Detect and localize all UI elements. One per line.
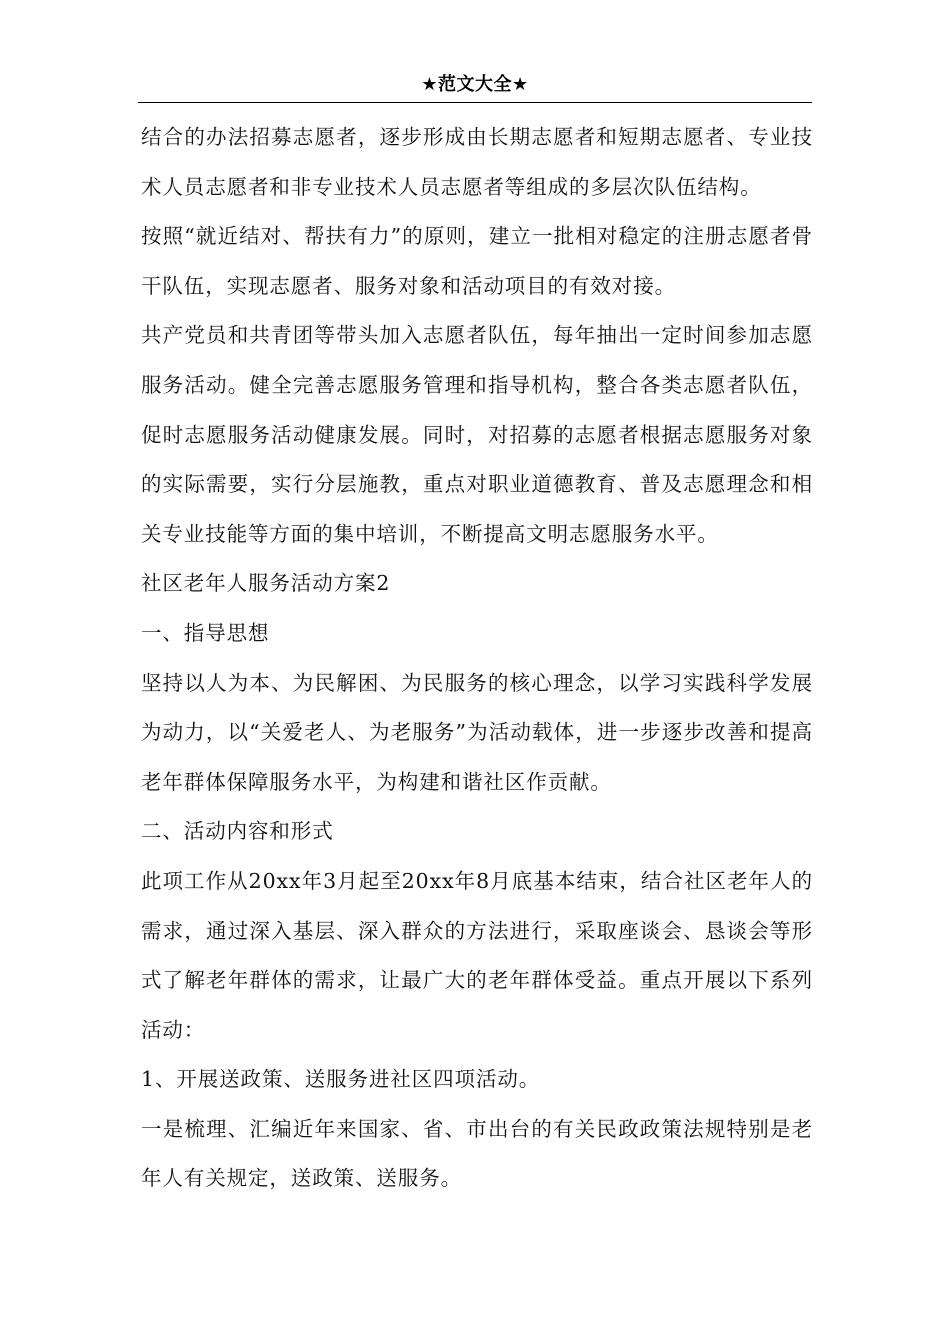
paragraph-party-members: 共产党员和共青团等带头加入志愿者队伍，每年抽出一定时间参加志愿服务活动。健全完善志愿服务管理和指导机构，整合各类志愿者队伍，促时志愿服务活动健康发展。同时，对招募的志愿者根据志愿服务对象的实际需要，实行分层施教，重点对职业道德教育、普及志愿理念和相关专业技能等方面的集中培训，不断提高文明志愿服务水平。 (141, 323, 813, 546)
section-title-plan-2: 社区老年人服务活动方案2 (141, 571, 391, 596)
list-item-1: 1、开展送政策、送服务进社区四项活动。 (141, 1067, 541, 1092)
paragraph-guiding-ideology: 坚持以人为本、为民解困、为民服务的核心理念，以学习实践科学发展为动力，以“关爱老人、为老服务”为活动载体，进一步逐步改善和提高老年群体保障服务水平，为构建和谐社区作贡献。 (141, 670, 813, 794)
header-title: ★范文大全★ (421, 74, 529, 95)
heading-activity-content: 二、活动内容和形式 (141, 819, 334, 844)
document-body (141, 113, 813, 1204)
heading-guiding-ideology: 一、指导思想 (141, 620, 270, 645)
paragraph-first-item: 一是梳理、汇编近年来国家、省、市出台的有关民政政策法规特别是老年人有关规定，送政策、送服务。 (141, 1116, 813, 1191)
paragraph-pairing-principle: 按照“就近结对、帮扶有力”的原则，建立一批相对稳定的注册志愿者骨干队伍，实现志愿者、服务对象和活动项目的有效对接。 (141, 224, 813, 298)
paragraph-activity-content: 此项工作从20xx年3月起至20xx年8月底基本结束，结合社区老年人的需求，通过深入基层、深入群众的方法进行，采取座谈会、恳谈会等形式了解老年群体的需求，让最广大的老年群体受益。重点开展以下系列活动： (141, 868, 813, 1042)
page-header (138, 64, 812, 103)
paragraph-recruitment-structure: 结合的办法招募志愿者，逐步形成由长期志愿者和短期志愿者、专业技术人员志愿者和非专业技术人员志愿者等组成的多层次队伍结构。 (141, 125, 813, 199)
